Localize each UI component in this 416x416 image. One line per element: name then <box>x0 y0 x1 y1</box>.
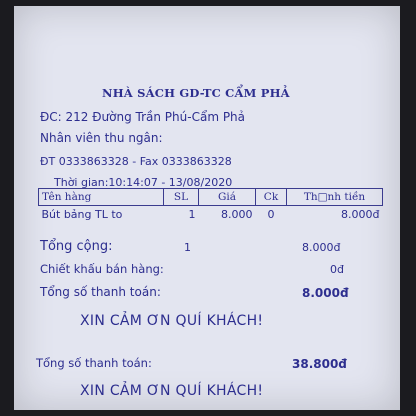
cell-name: Bút bảng TL to <box>41 207 123 221</box>
cell-discount: 0 <box>267 207 275 221</box>
col-header-discount: Ck <box>256 189 287 206</box>
total-label: Tổng cộng: <box>40 239 113 254</box>
payment-value-2: 38.800đ <box>292 357 347 371</box>
thank-you-message: XIN CẢM ƠN QUÍ KHÁCH! <box>80 313 264 329</box>
discount-label: Chiết khấu bán hàng: <box>40 262 164 276</box>
cell-amount: 8.000đ <box>341 207 380 221</box>
payment-label: Tổng số thanh toán: <box>40 285 161 299</box>
total-qty: 1 <box>184 241 191 254</box>
payment-value: 8.000đ <box>302 286 349 300</box>
cashier-label: Nhân viên thu ngân: <box>40 131 163 145</box>
phone-fax: ĐT 0333863328 - Fax 0333863328 <box>40 155 232 168</box>
table-header-row <box>39 189 383 206</box>
cell-price: 8.000 <box>221 207 253 221</box>
timestamp: Thời gian:10:14:07 - 13/08/2020 <box>54 176 233 189</box>
cell-qty: 1 <box>188 207 196 221</box>
col-header-name: Tên hàng <box>39 189 164 206</box>
items-table <box>38 188 383 222</box>
col-header-qty: SL <box>164 189 199 206</box>
store-name: NHÀ SÁCH GD-TC CẨM PHẢ <box>102 86 290 100</box>
payment-label-2: Tổng số thanh toán: <box>36 356 152 370</box>
discount-value: 0đ <box>330 263 344 276</box>
total-value: 8.000đ <box>302 241 341 254</box>
col-header-price: Giá <box>199 189 256 206</box>
thank-you-message-2: XIN CẢM ƠN QUÍ KHÁCH! <box>80 383 264 399</box>
table-row <box>39 206 383 223</box>
address: ĐC: 212 Đường Trần Phú-Cẩm Phả <box>40 110 246 124</box>
receipt <box>14 6 400 410</box>
col-header-amount: Th□nh tiền <box>287 189 383 206</box>
